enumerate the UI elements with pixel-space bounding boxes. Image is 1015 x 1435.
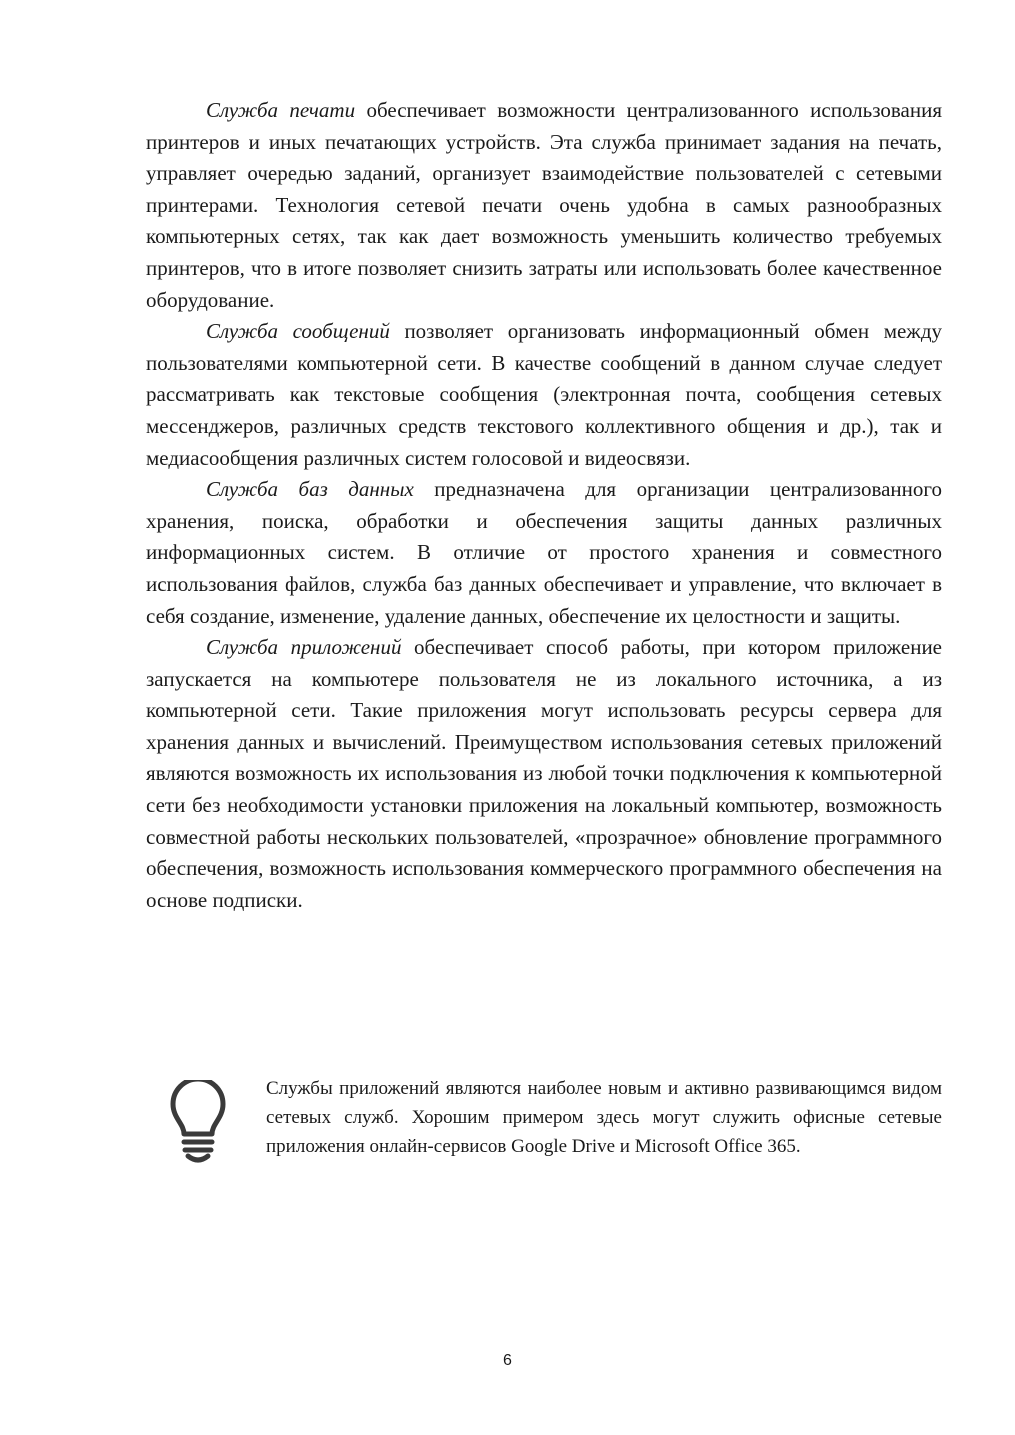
term-print-service: Служба печати: [206, 98, 356, 122]
term-messaging-service: Служба сообщений: [206, 319, 390, 344]
page-number: 6: [503, 1352, 512, 1369]
page-body: [146, 95, 942, 916]
paragraph-print-service: [146, 95, 942, 316]
paragraph-database-service: [146, 474, 942, 632]
paragraph-text: позволяет организовать информационный обмен между пользователями компьютерной сети. В качестве сообщений в данном случае следует рассматривать как текстовые сообщения (электронная почта, сообщения сетевых мессенджеров, различных средств текстового коллективного общения и др.), так и медиасообщения различных систем голосовой и видеосвязи.: [146, 319, 942, 470]
paragraph-application-service: [146, 632, 942, 916]
paragraph-text: обеспечивает возможности централизованного использования принтеров и иных печатающих устройств. Эта служба принимает задания на печать, управляет очередью заданий, организует взаимодействие пользователей с сетевыми принтерами. Технология сетевой печати очень удобна в самых разнообразных компьютерных сетях, так как дает возможность уменьшить количество требуемых принтеров, что в итоге позволяет снизить затраты или использовать более качественное оборудование.: [146, 98, 943, 312]
lightbulb-icon: [168, 1080, 228, 1164]
note-text: Службы приложений являются наиболее новым и активно развивающимся видом сетевых служб. Хорошим примером здесь могут служить офисные сетевые приложения онлайн-сервисов Google Drive и Microsoft Office 365.: [266, 1078, 942, 1157]
paragraph-text: предназначена для организации централизованного хранения, поиска, обработки и обеспечения защиты данных различных информационных систем. В отличие от простого хранения и совместного использования файлов, служба баз данных обеспечивает и управление, что включает в себя создание, изменение, удаление данных, обеспечение их целостности и защиты.: [146, 477, 943, 628]
term-database-service: Служба баз данных: [206, 477, 414, 502]
note-callout: [146, 1074, 942, 1204]
paragraph-messaging-service: [146, 316, 942, 474]
paragraph-text: обеспечивает способ работы, при котором приложение запускается на компьютере пользователя не из локального источника, а из компьютерной сети. Такие приложения могут использовать ресурсы сервера для хранения данных и вычислений. Преимуществом использования сетевых приложений являются возможность их использования из любой точки подключения к компьютерной сети без необходимости установки приложения на локальный компьютер, возможность совместной работы нескольких пользователей, «прозрачное» обновление программного обеспечения, возможность использования коммерческого программного обеспечения на основе подписки.: [146, 635, 942, 912]
term-application-service: Служба приложений: [206, 635, 402, 660]
